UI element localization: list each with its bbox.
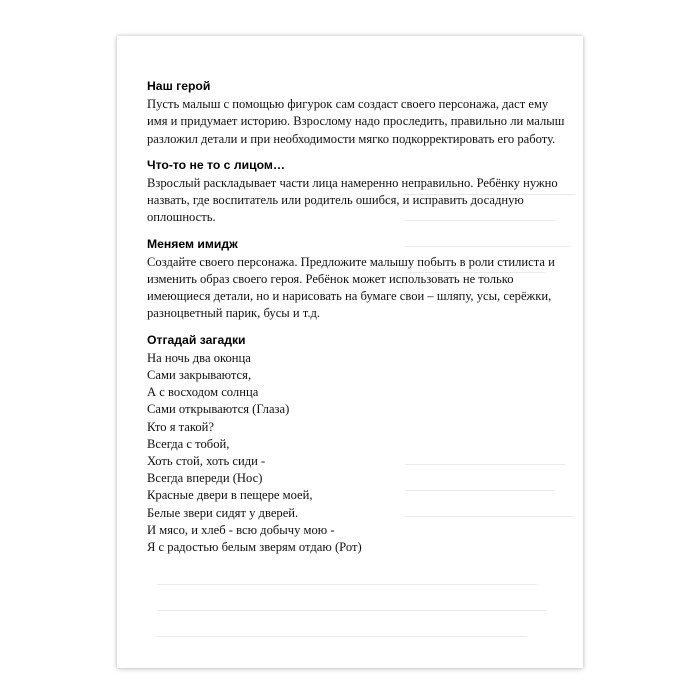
ghost-lines-bottom [157,576,557,654]
riddle-lines [147,350,567,556]
section-chto-to-ne-to [147,157,567,227]
section-text: Пусть малыш с помощью фигурок сам создаст своего персонажа, даст ему имя и придумает историю. Взрослому надо проследить, правильно ли малыш разложил детали и при необходимости мягко подкорректировать его работу. [147,97,565,146]
section-heading: Меняем имидж [147,236,238,251]
riddle-line: Всегда впереди (Нос) [147,471,263,486]
section-heading: Что-то не то с лицом… [147,157,286,172]
riddle-line: Всегда с тобой, [147,436,230,451]
section-menyaem-imidzh [147,236,567,323]
riddle-line: А с восходом солнца [147,385,259,400]
section-riddles [147,332,567,557]
section-nash-geroy [147,78,567,148]
riddle-line: Хоть стой, хоть сиди - [147,454,266,469]
section-text: Взрослый раскладывает части лица намеренно неправильно. Ребёнку нужно назвать, где воспитатель или родитель ошибся, и исправить досадную оплошность. [147,176,558,225]
document-content [147,78,567,565]
section-heading: Отгадай загадки [147,332,246,347]
riddle-line: На ночь два оконца [147,350,251,365]
section-text: Создайте своего персонажа. Предложите малышу побыть в роли стилиста и изменить образ своего героя. Ребёнок может использовать не только имеющиеся детали, но и нарисовать на бумаге свои – шляпу, усы, серёжки, разноцветный парик, бусы и т.д. [147,254,555,321]
document-page [117,36,583,668]
riddle-line: Белые звери сидят у дверей. [147,505,299,520]
riddle-line: Красные двери в пещере моей, [147,488,313,503]
riddle-line: Я с радостью белым зверям отдаю (Рот) [147,540,362,555]
section-heading: Наш герой [147,79,211,93]
riddle-line: Сами закрываются, [147,368,252,383]
riddle-line: И мясо, и хлеб - всю добычу мою - [147,522,335,537]
riddle-line: Кто я такой? [147,419,214,434]
riddle-line: Сами открываются (Глаза) [147,402,290,417]
